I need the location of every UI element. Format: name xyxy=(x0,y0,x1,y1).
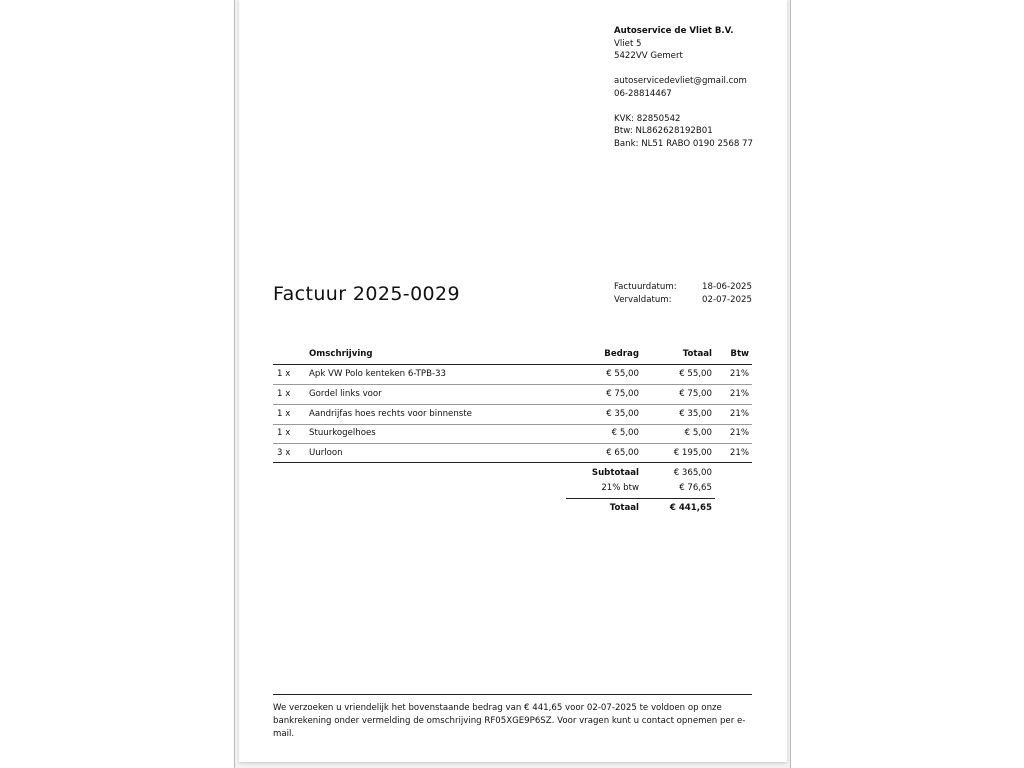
row-total: € 55,00 xyxy=(679,369,712,379)
invoice-date-value: 18-06-2025 xyxy=(702,282,752,292)
invoice-date-label: Factuurdatum: xyxy=(614,282,677,292)
header-price: Bedrag xyxy=(604,349,639,359)
company-name: Autoservice de Vliet B.V. xyxy=(614,26,734,36)
total-value: € 441,65 xyxy=(669,503,712,513)
company-address-street: Vliet 5 xyxy=(614,38,642,49)
row-qty: 1 x xyxy=(277,369,291,379)
row-divider xyxy=(273,384,752,385)
header-divider xyxy=(273,364,752,365)
row-price: € 5,00 xyxy=(611,428,639,438)
company-bank: Bank: NL51 RABO 0190 2568 77 xyxy=(614,138,753,149)
invoice-page xyxy=(239,0,787,762)
row-total: € 75,00 xyxy=(679,389,712,399)
company-kvk: KVK: 82850542 xyxy=(614,113,681,124)
company-info xyxy=(614,25,753,150)
row-qty: 1 x xyxy=(277,409,291,419)
due-date-label: Vervaldatum: xyxy=(614,294,672,305)
row-divider xyxy=(273,404,752,405)
row-divider xyxy=(273,424,752,425)
invoice-title: Factuur 2025-0029 xyxy=(273,283,461,305)
table-bottom-divider xyxy=(273,462,752,463)
row-total: € 5,00 xyxy=(684,428,712,438)
row-vat: 21% xyxy=(729,389,749,399)
total-label: Totaal xyxy=(609,503,639,513)
row-qty: 1 x xyxy=(277,428,291,438)
company-email: autoservicedevliet@gmail.com xyxy=(614,76,747,86)
vat-label: 21% btw xyxy=(601,483,639,493)
row-description: Apk VW Polo kenteken 6-TPB-33 xyxy=(309,369,446,379)
row-description: Stuurkogelhoes xyxy=(309,428,376,438)
invoice-dates xyxy=(614,281,752,306)
row-description: Aandrijfas hoes rechts voor binnenste xyxy=(309,409,472,419)
row-price: € 65,00 xyxy=(606,448,639,458)
row-price: € 35,00 xyxy=(606,409,639,419)
header-description: Omschrijving xyxy=(309,349,373,359)
due-date-value: 02-07-2025 xyxy=(702,294,752,305)
row-description: Gordel links voor xyxy=(309,389,382,399)
header-vat: Btw xyxy=(730,349,749,359)
payment-note: We verzoeken u vriendelijk het bovenstaande bedrag van € 441,65 voor 02-07-2025 te voldoen op onze bankrekening onder vermelding de omschrijving RF05XGE9P6SZ. Voor vragen kunt u contact opnemen per e-mail. xyxy=(273,703,746,739)
row-vat: 21% xyxy=(729,428,749,438)
row-vat: 21% xyxy=(729,409,749,419)
row-divider xyxy=(273,443,752,444)
company-phone: 06-28814467 xyxy=(614,88,672,99)
company-address-city: 5422VV Gemert xyxy=(614,51,683,61)
row-total: € 35,00 xyxy=(679,409,712,419)
total-divider xyxy=(566,498,715,499)
subtotal-value: € 365,00 xyxy=(673,468,712,478)
footer-divider xyxy=(273,694,752,695)
company-btw: Btw: NL862628192B01 xyxy=(614,126,713,136)
vat-value: € 76,65 xyxy=(679,483,712,493)
row-price: € 75,00 xyxy=(606,389,639,399)
header-total: Totaal xyxy=(682,349,712,359)
row-qty: 1 x xyxy=(277,389,291,399)
row-description: Uurloon xyxy=(309,448,343,458)
row-price: € 55,00 xyxy=(606,369,639,379)
row-qty: 3 x xyxy=(277,448,291,458)
row-vat: 21% xyxy=(729,448,749,458)
subtotal-label: Subtotaal xyxy=(591,468,639,478)
row-total: € 195,00 xyxy=(673,448,712,458)
row-vat: 21% xyxy=(729,369,749,379)
document-viewer xyxy=(234,0,791,768)
